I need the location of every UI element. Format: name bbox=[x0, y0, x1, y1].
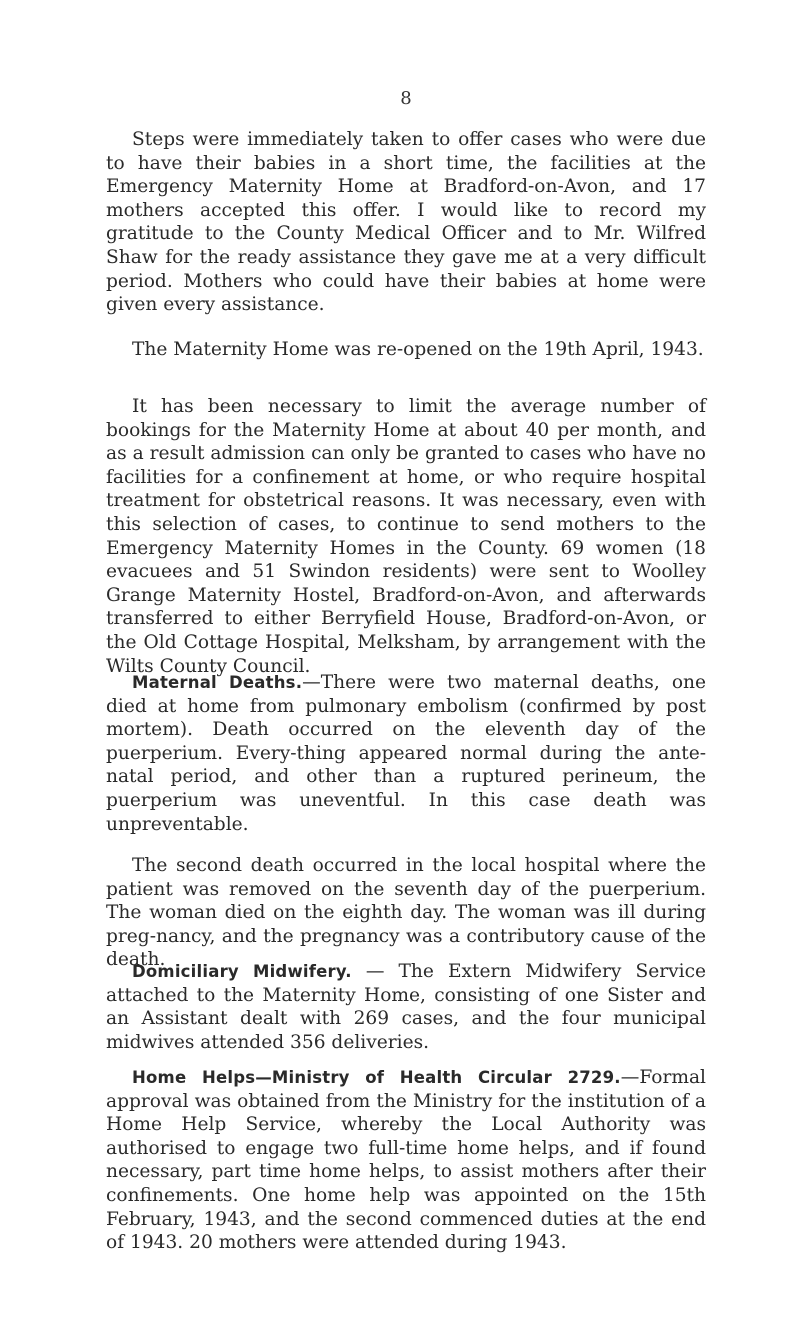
section-heading: Home Helps—Ministry of Health Circular 2729. bbox=[132, 1068, 621, 1087]
paragraph-maternal-deaths bbox=[106, 671, 706, 836]
paragraph-text: It has been necessary to limit the average number of bookings for the Maternity Home at about 40 per month, and as a result admission can only be granted to cases who have no facilities for a confinement at home, or who require hospital treatment for obstetrical reasons. It was necessary, even with this selection of cases, to continue to send mothers to the Emergency Maternity Homes in the County. 69 women (18 evacuees and 51 Swindon residents) were sent to Woolley Grange Maternity Hostel, Bradford-on-Avon, and afterwards transferred to either Berryfield House, Bradford-on-Avon, or the Old Cottage Hospital, Melksham, by arrangement with the Wilts County Council. bbox=[106, 396, 706, 677]
section-heading: Domiciliary Midwifery. bbox=[132, 962, 352, 981]
paragraph-second-death bbox=[106, 854, 706, 972]
paragraph-text: —Formal approval was obtained from the Ministry for the institution of a Home Help Service, whereby the Local Authority was authorised to engage two full-time home helps, and if found necessary, part time home helps, to assist mothers after their confinements. One home help was appointed on the 15th February, 1943, and the second commenced duties at the end of 1943. 20 mothers were attended during 1943. bbox=[106, 1067, 706, 1254]
paragraph-text: The Maternity Home was re-opened on the 19th April, 1943. bbox=[132, 339, 704, 360]
paragraph-domiciliary-midwifery bbox=[106, 960, 706, 1054]
paragraph-text: — The Extern Midwifery Service attached to the Maternity Home, consisting of one Sister and an Assistant dealt with 269 cases, and the four municipal midwives attended 356 deliveries. bbox=[106, 961, 706, 1053]
paragraph-text: Steps were immediately taken to offer cases who were due to have their babies in a short time, the facilities at the Emergency Maternity Home at Bradford-on-Avon, and 17 mothers accepted this offer. I would like to record my gratitude to the County Medical Officer and to Mr. Wilfred Shaw for the ready assistance they gave me at a very difficult period. Mothers who could have their babies at home were given every assistance. bbox=[106, 129, 706, 316]
section-heading: Maternal Deaths. bbox=[132, 673, 303, 692]
paragraph-text: —There were two maternal deaths, one died at home from pulmonary embolism (confirmed by post mortem). Death occurred on the eleventh day of the puerperium. Every-thing appeared normal during the ante-natal period, and other than a ruptured perineum, the puerperium was uneventful. In this case death was unpreventable. bbox=[106, 672, 706, 835]
page-number: 8 bbox=[400, 88, 412, 109]
paragraph-bookings-limit bbox=[106, 395, 706, 678]
paragraph-text: The second death occurred in the local hospital where the patient was removed on the seventh day of the puerperium. The woman died on the eighth day. The woman was ill during preg-nancy, and the pregnancy was a contributory cause of the death. bbox=[106, 855, 706, 971]
paragraph-maternity-reopened bbox=[106, 338, 706, 362]
paragraph-home-helps bbox=[106, 1066, 706, 1255]
paragraph-emergency-maternity bbox=[106, 128, 706, 317]
